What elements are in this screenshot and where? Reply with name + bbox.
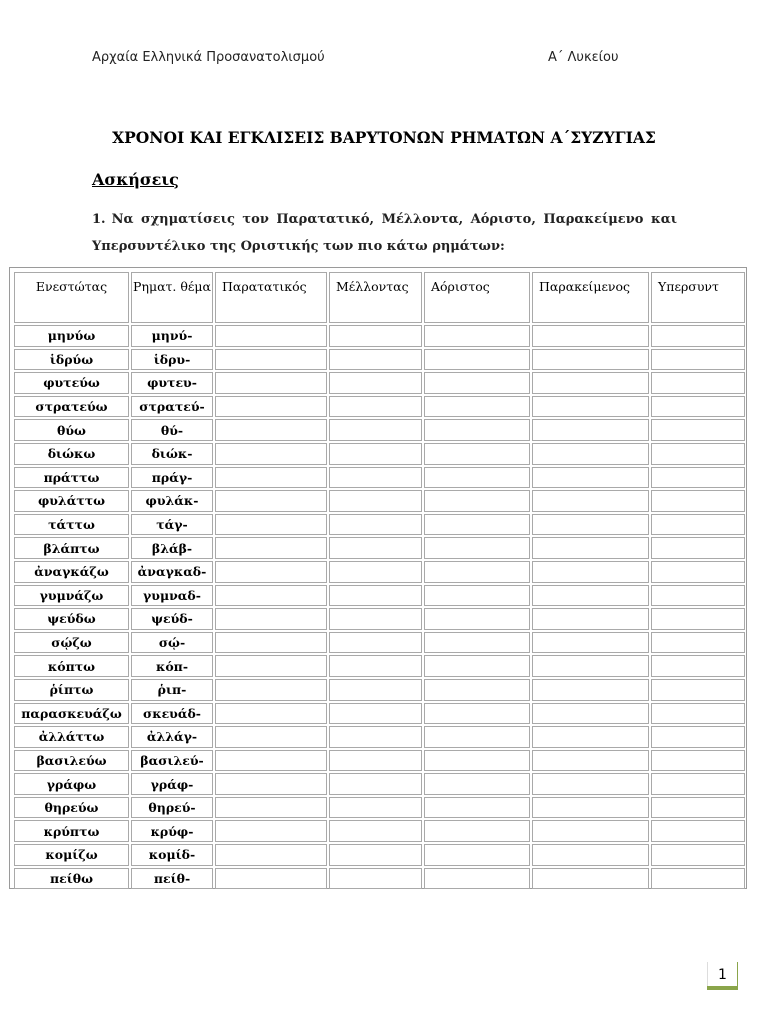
imperfect-answer-cell[interactable]: [215, 467, 327, 489]
perfect-answer-cell[interactable]: [532, 443, 649, 465]
pluperfect-answer-cell[interactable]: [651, 632, 745, 654]
verb-stem-cell: φυλάκ-: [131, 490, 213, 512]
future-answer-cell[interactable]: [329, 514, 422, 536]
verb-stem-cell: ψεύδ-: [131, 608, 213, 630]
perfect-answer-cell[interactable]: [532, 537, 649, 559]
table-row: [14, 773, 745, 795]
verb-stem-cell: γράφ-: [131, 773, 213, 795]
verb-stem-cell: κομίδ-: [131, 844, 213, 866]
section-heading: Ασκήσεις: [92, 170, 179, 189]
future-answer-cell[interactable]: [329, 467, 422, 489]
present-tense-cell: βλάπτω: [14, 537, 129, 559]
verb-stem-cell: σκευάδ-: [131, 703, 213, 725]
imperfect-answer-cell[interactable]: [215, 750, 327, 772]
future-answer-cell[interactable]: [329, 325, 422, 347]
column-header-aorist: Αόριστος: [424, 272, 530, 323]
column-header-pluperfect: Υπερσυντ: [651, 272, 745, 323]
table-row: [14, 797, 745, 819]
imperfect-answer-cell[interactable]: [215, 679, 327, 701]
verb-stem-cell: διώκ-: [131, 443, 213, 465]
future-answer-cell[interactable]: [329, 632, 422, 654]
future-answer-cell[interactable]: [329, 820, 422, 842]
column-header-present: Ενεστώτας: [14, 272, 129, 323]
perfect-answer-cell[interactable]: [532, 514, 649, 536]
aorist-answer-cell[interactable]: [424, 467, 530, 489]
imperfect-answer-cell[interactable]: [215, 726, 327, 748]
future-answer-cell[interactable]: [329, 726, 422, 748]
future-answer-cell[interactable]: [329, 537, 422, 559]
table-row: [14, 585, 745, 607]
imperfect-answer-cell[interactable]: [215, 655, 327, 677]
verb-stem-cell: ἀλλάγ-: [131, 726, 213, 748]
table-row: [14, 490, 745, 512]
table-row: [14, 467, 745, 489]
exercise-text: Να σχηματίσεις τον Παρατατικό, Μέλλοντα, Αόριστο, Παρακείμενο και Υπερσυντέλικο της Οριστικής των πιο κάτω ρημάτων:: [92, 212, 677, 254]
imperfect-answer-cell[interactable]: [215, 608, 327, 630]
imperfect-answer-cell[interactable]: [215, 537, 327, 559]
column-header-stem: Ρηματ. θέμα: [131, 272, 213, 323]
pluperfect-answer-cell[interactable]: [651, 467, 745, 489]
present-tense-cell: γυμνάζω: [14, 585, 129, 607]
aorist-answer-cell[interactable]: [424, 325, 530, 347]
future-answer-cell[interactable]: [329, 750, 422, 772]
future-answer-cell[interactable]: [329, 372, 422, 394]
imperfect-answer-cell[interactable]: [215, 419, 327, 441]
aorist-answer-cell[interactable]: [424, 632, 530, 654]
pluperfect-answer-cell[interactable]: [651, 372, 745, 394]
pluperfect-answer-cell[interactable]: [651, 396, 745, 418]
verb-stem-cell: φυτευ-: [131, 372, 213, 394]
present-tense-cell: μηνύω: [14, 325, 129, 347]
table-row: [14, 750, 745, 772]
verb-stem-cell: κόπ-: [131, 655, 213, 677]
aorist-answer-cell[interactable]: [424, 750, 530, 772]
future-answer-cell[interactable]: [329, 349, 422, 371]
imperfect-answer-cell[interactable]: [215, 632, 327, 654]
table-row: [14, 820, 745, 842]
table-row: [14, 514, 745, 536]
future-answer-cell[interactable]: [329, 844, 422, 866]
perfect-answer-cell[interactable]: [532, 820, 649, 842]
pluperfect-answer-cell[interactable]: [651, 443, 745, 465]
table-header-row: [14, 272, 745, 323]
aorist-answer-cell[interactable]: [424, 396, 530, 418]
imperfect-answer-cell[interactable]: [215, 396, 327, 418]
aorist-answer-cell[interactable]: [424, 490, 530, 512]
table-row: [14, 868, 745, 890]
present-tense-cell: διώκω: [14, 443, 129, 465]
imperfect-answer-cell[interactable]: [215, 703, 327, 725]
perfect-answer-cell[interactable]: [532, 750, 649, 772]
pluperfect-answer-cell[interactable]: [651, 490, 745, 512]
pluperfect-answer-cell[interactable]: [651, 773, 745, 795]
perfect-answer-cell[interactable]: [532, 868, 649, 890]
perfect-answer-cell[interactable]: [532, 844, 649, 866]
perfect-answer-cell[interactable]: [532, 585, 649, 607]
present-tense-cell: φυτεύω: [14, 372, 129, 394]
aorist-answer-cell[interactable]: [424, 703, 530, 725]
verb-stem-cell: βλάβ-: [131, 537, 213, 559]
pluperfect-answer-cell[interactable]: [651, 561, 745, 583]
imperfect-answer-cell[interactable]: [215, 490, 327, 512]
perfect-answer-cell[interactable]: [532, 632, 649, 654]
column-header-future: Μέλλοντας: [329, 272, 422, 323]
present-tense-cell: ἀλλάττω: [14, 726, 129, 748]
conjugation-table: [12, 270, 747, 891]
pluperfect-answer-cell[interactable]: [651, 325, 745, 347]
present-tense-cell: πείθω: [14, 868, 129, 890]
future-answer-cell[interactable]: [329, 608, 422, 630]
column-header-perfect: Παρακείμενος: [532, 272, 649, 323]
perfect-answer-cell[interactable]: [532, 372, 649, 394]
aorist-answer-cell[interactable]: [424, 585, 530, 607]
table-row: [14, 537, 745, 559]
imperfect-answer-cell[interactable]: [215, 868, 327, 890]
imperfect-answer-cell[interactable]: [215, 773, 327, 795]
perfect-answer-cell[interactable]: [532, 797, 649, 819]
table-row: [14, 726, 745, 748]
aorist-answer-cell[interactable]: [424, 726, 530, 748]
aorist-answer-cell[interactable]: [424, 655, 530, 677]
aorist-answer-cell[interactable]: [424, 443, 530, 465]
future-answer-cell[interactable]: [329, 703, 422, 725]
aorist-answer-cell[interactable]: [424, 561, 530, 583]
aorist-answer-cell[interactable]: [424, 820, 530, 842]
pluperfect-answer-cell[interactable]: [651, 655, 745, 677]
verb-stem-cell: σῴ-: [131, 632, 213, 654]
present-tense-cell: κόπτω: [14, 655, 129, 677]
verb-stem-cell: πράγ-: [131, 467, 213, 489]
pluperfect-answer-cell[interactable]: [651, 820, 745, 842]
pluperfect-answer-cell[interactable]: [651, 585, 745, 607]
future-answer-cell[interactable]: [329, 773, 422, 795]
verb-stem-cell: κρύφ-: [131, 820, 213, 842]
perfect-answer-cell[interactable]: [532, 703, 649, 725]
future-answer-cell[interactable]: [329, 443, 422, 465]
header-subject: Αρχαία Ελληνικά Προσανατολισμού: [92, 50, 325, 65]
document-title: ΧΡΟΝΟΙ ΚΑΙ ΕΓΚΛΙΣΕΙΣ ΒΑΡΥΤΟΝΩΝ ΡΗΜΑΤΩΝ Α΄ΣΥΖΥΓΙΑΣ: [112, 128, 656, 147]
table-row: [14, 372, 745, 394]
verb-stem-cell: θύ-: [131, 419, 213, 441]
verb-stem-cell: στρατεύ-: [131, 396, 213, 418]
perfect-answer-cell[interactable]: [532, 608, 649, 630]
imperfect-answer-cell[interactable]: [215, 585, 327, 607]
future-answer-cell[interactable]: [329, 655, 422, 677]
table-row: [14, 561, 745, 583]
verb-stem-cell: μηνύ-: [131, 325, 213, 347]
present-tense-cell: φυλάττω: [14, 490, 129, 512]
present-tense-cell: ἱδρύω: [14, 349, 129, 371]
imperfect-answer-cell[interactable]: [215, 820, 327, 842]
present-tense-cell: παρασκευάζω: [14, 703, 129, 725]
table-row: [14, 419, 745, 441]
future-answer-cell[interactable]: [329, 419, 422, 441]
pluperfect-answer-cell[interactable]: [651, 726, 745, 748]
aorist-answer-cell[interactable]: [424, 844, 530, 866]
pluperfect-answer-cell[interactable]: [651, 608, 745, 630]
verb-stem-cell: τάγ-: [131, 514, 213, 536]
present-tense-cell: θηρεύω: [14, 797, 129, 819]
header-grade: Α΄ Λυκείου: [548, 50, 619, 65]
table-row: [14, 703, 745, 725]
table-row: [14, 396, 745, 418]
present-tense-cell: ἀναγκάζω: [14, 561, 129, 583]
exercise-number: 1.: [92, 212, 106, 227]
verb-stem-cell: ῥιπ-: [131, 679, 213, 701]
verb-stem-cell: ἀναγκαδ-: [131, 561, 213, 583]
verb-stem-cell: βασιλεύ-: [131, 750, 213, 772]
conjugation-table-frame: [9, 267, 747, 889]
verb-stem-cell: θηρεύ-: [131, 797, 213, 819]
present-tense-cell: σῴζω: [14, 632, 129, 654]
perfect-answer-cell[interactable]: [532, 325, 649, 347]
perfect-answer-cell[interactable]: [532, 773, 649, 795]
pluperfect-answer-cell[interactable]: [651, 797, 745, 819]
table-row: [14, 655, 745, 677]
aorist-answer-cell[interactable]: [424, 679, 530, 701]
perfect-answer-cell[interactable]: [532, 396, 649, 418]
imperfect-answer-cell[interactable]: [215, 514, 327, 536]
perfect-answer-cell[interactable]: [532, 419, 649, 441]
table-body: [14, 325, 745, 889]
present-tense-cell: θύω: [14, 419, 129, 441]
aorist-answer-cell[interactable]: [424, 372, 530, 394]
pluperfect-answer-cell[interactable]: [651, 537, 745, 559]
present-tense-cell: βασιλεύω: [14, 750, 129, 772]
aorist-answer-cell[interactable]: [424, 349, 530, 371]
aorist-answer-cell[interactable]: [424, 773, 530, 795]
perfect-answer-cell[interactable]: [532, 561, 649, 583]
imperfect-answer-cell[interactable]: [215, 443, 327, 465]
aorist-answer-cell[interactable]: [424, 514, 530, 536]
verb-stem-cell: πείθ-: [131, 868, 213, 890]
present-tense-cell: τάττω: [14, 514, 129, 536]
pluperfect-answer-cell[interactable]: [651, 679, 745, 701]
present-tense-cell: ψεύδω: [14, 608, 129, 630]
aorist-answer-cell[interactable]: [424, 537, 530, 559]
future-answer-cell[interactable]: [329, 396, 422, 418]
perfect-answer-cell[interactable]: [532, 490, 649, 512]
future-answer-cell[interactable]: [329, 679, 422, 701]
table-row: [14, 844, 745, 866]
present-tense-cell: πράττω: [14, 467, 129, 489]
present-tense-cell: ῥίπτω: [14, 679, 129, 701]
imperfect-answer-cell[interactable]: [215, 844, 327, 866]
pluperfect-answer-cell[interactable]: [651, 868, 745, 890]
verb-stem-cell: ἱδρυ-: [131, 349, 213, 371]
imperfect-answer-cell[interactable]: [215, 349, 327, 371]
perfect-answer-cell[interactable]: [532, 655, 649, 677]
column-header-imperfect: Παρατατικός: [215, 272, 327, 323]
present-tense-cell: κρύπτω: [14, 820, 129, 842]
present-tense-cell: γράφω: [14, 773, 129, 795]
imperfect-answer-cell[interactable]: [215, 797, 327, 819]
perfect-answer-cell[interactable]: [532, 726, 649, 748]
pluperfect-answer-cell[interactable]: [651, 419, 745, 441]
exercise-instruction: [92, 206, 677, 260]
verb-stem-cell: γυμναδ-: [131, 585, 213, 607]
future-answer-cell[interactable]: [329, 797, 422, 819]
table-row: [14, 349, 745, 371]
imperfect-answer-cell[interactable]: [215, 561, 327, 583]
present-tense-cell: στρατεύω: [14, 396, 129, 418]
table-row: [14, 443, 745, 465]
pluperfect-answer-cell[interactable]: [651, 844, 745, 866]
pluperfect-answer-cell[interactable]: [651, 514, 745, 536]
pluperfect-answer-cell[interactable]: [651, 750, 745, 772]
future-answer-cell[interactable]: [329, 561, 422, 583]
future-answer-cell[interactable]: [329, 868, 422, 890]
perfect-answer-cell[interactable]: [532, 349, 649, 371]
aorist-answer-cell[interactable]: [424, 419, 530, 441]
perfect-answer-cell[interactable]: [532, 679, 649, 701]
imperfect-answer-cell[interactable]: [215, 372, 327, 394]
aorist-answer-cell[interactable]: [424, 868, 530, 890]
pluperfect-answer-cell[interactable]: [651, 703, 745, 725]
perfect-answer-cell[interactable]: [532, 467, 649, 489]
table-row: [14, 325, 745, 347]
present-tense-cell: κομίζω: [14, 844, 129, 866]
future-answer-cell[interactable]: [329, 490, 422, 512]
page-number: 1: [707, 962, 738, 990]
table-row: [14, 632, 745, 654]
aorist-answer-cell[interactable]: [424, 608, 530, 630]
future-answer-cell[interactable]: [329, 585, 422, 607]
imperfect-answer-cell[interactable]: [215, 325, 327, 347]
pluperfect-answer-cell[interactable]: [651, 349, 745, 371]
aorist-answer-cell[interactable]: [424, 797, 530, 819]
table-row: [14, 679, 745, 701]
table-row: [14, 608, 745, 630]
